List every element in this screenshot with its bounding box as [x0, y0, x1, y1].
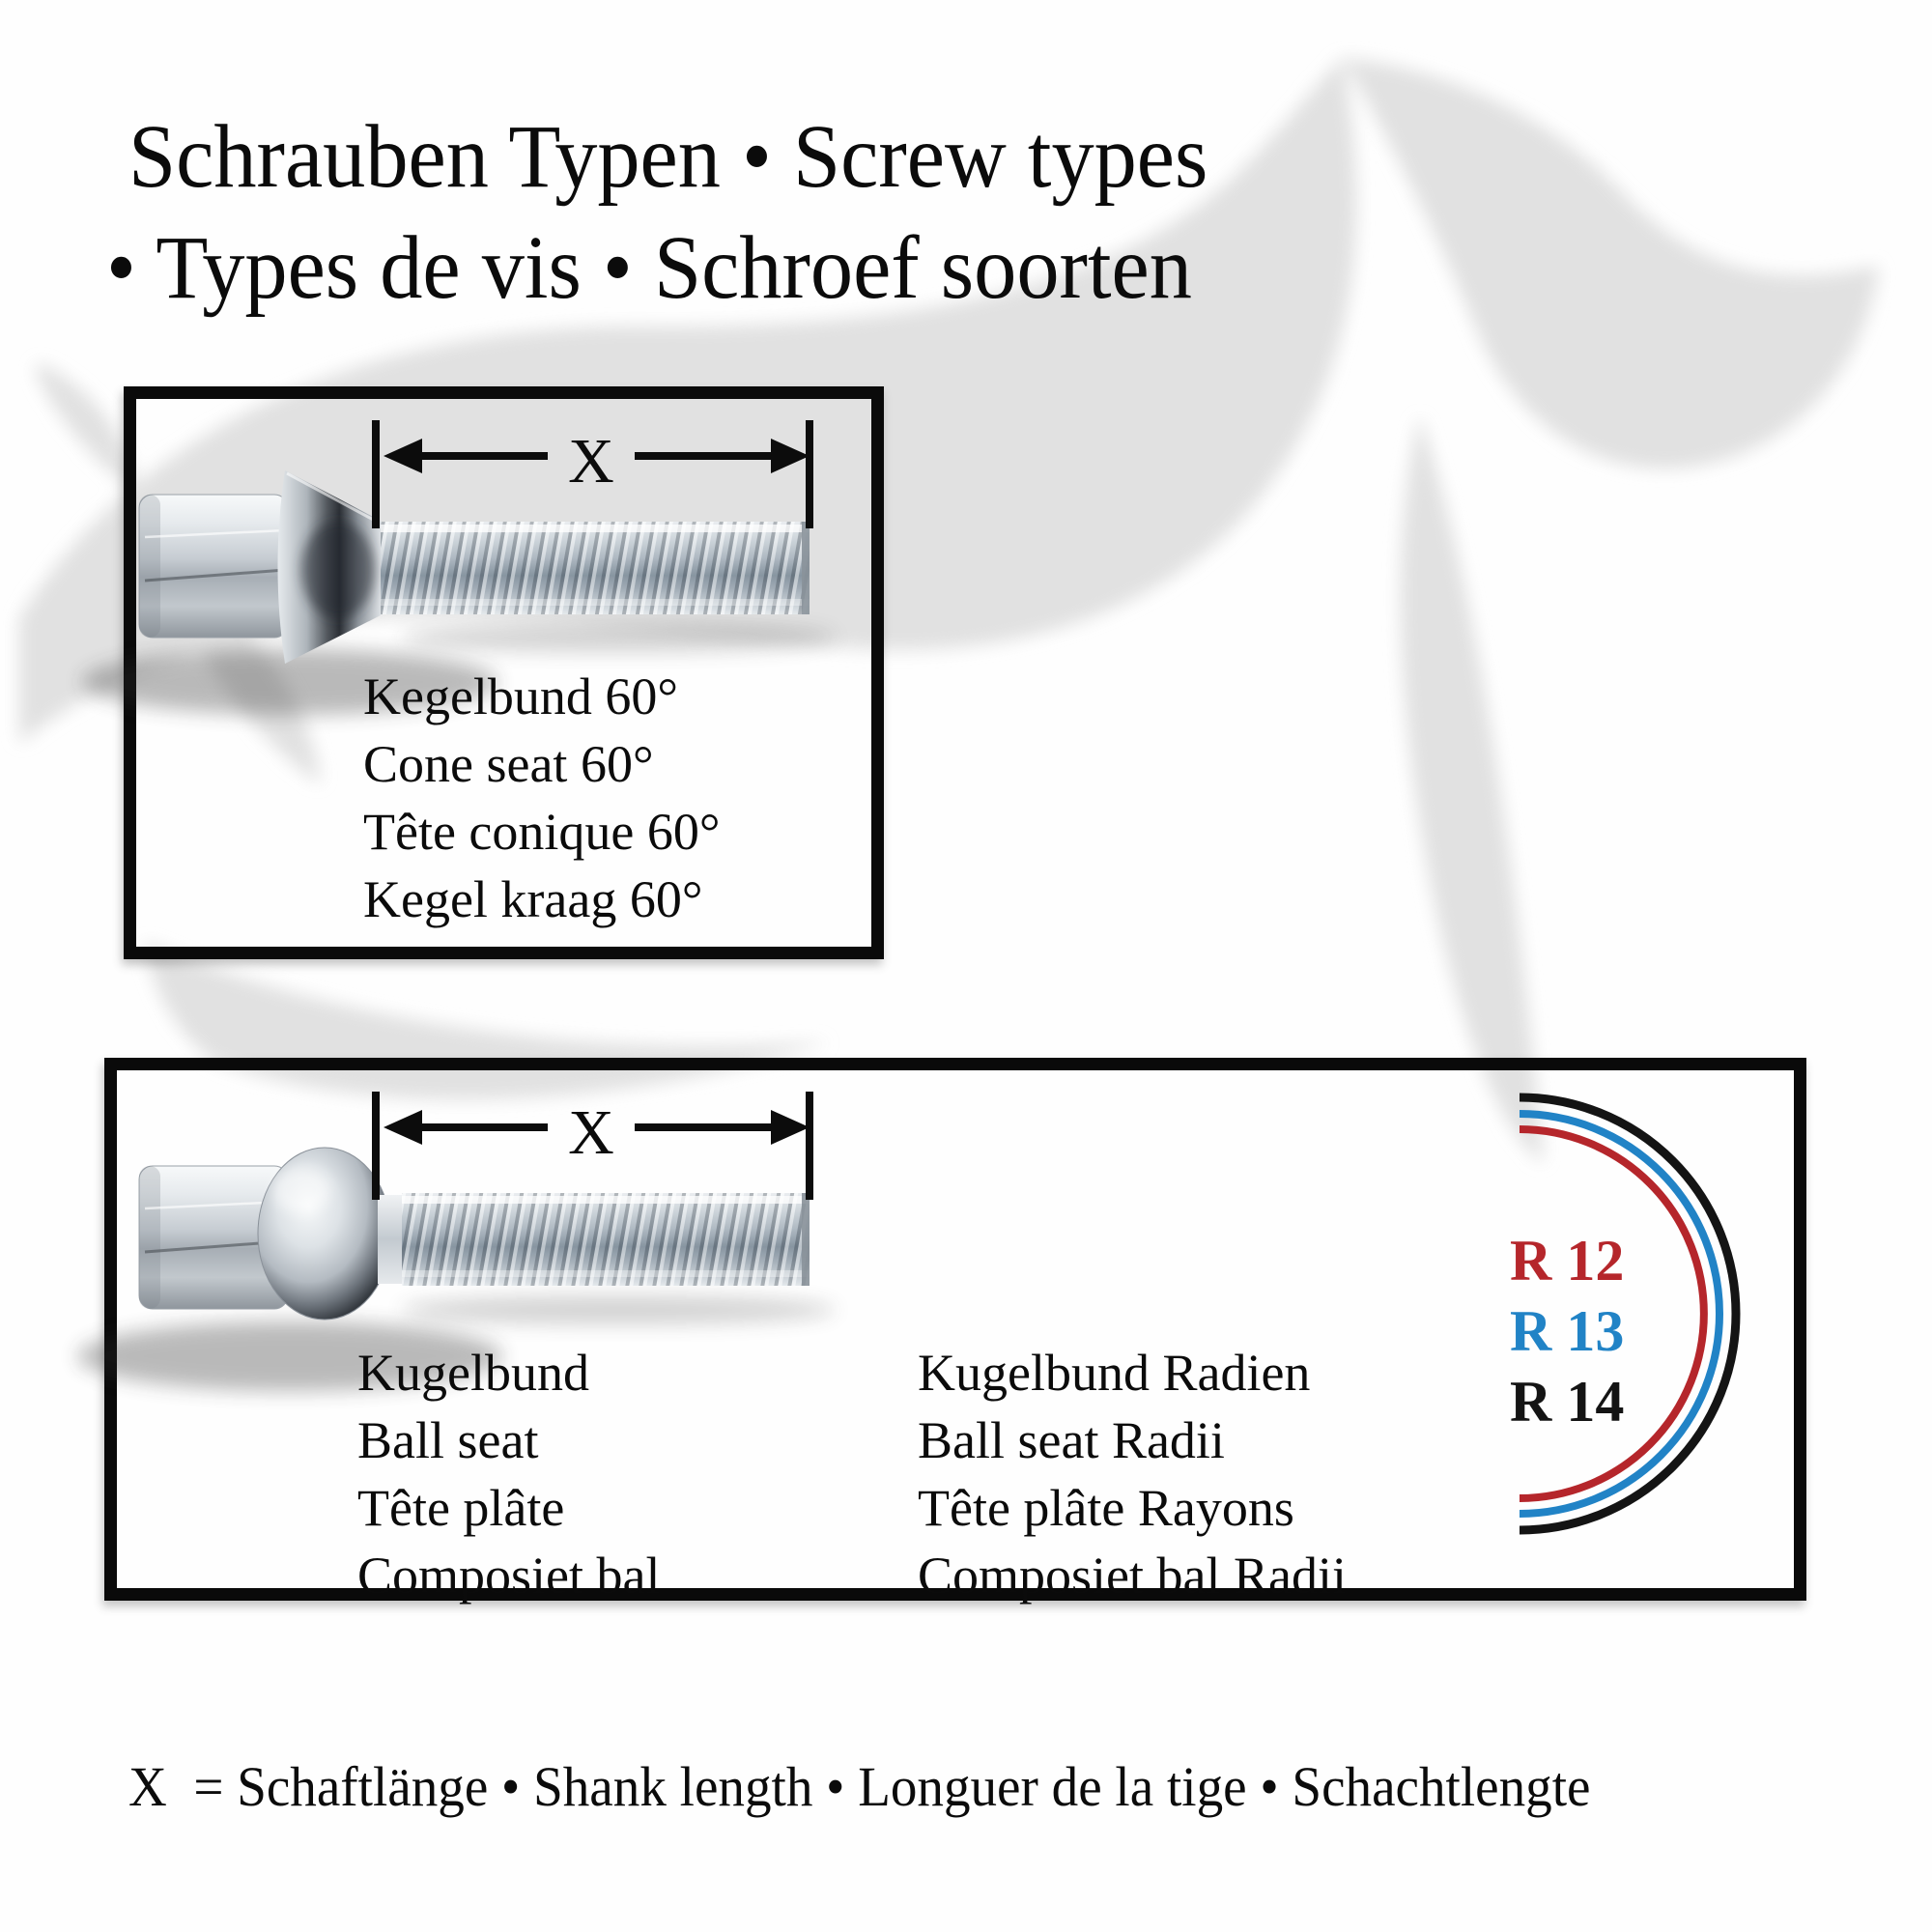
cone-seat-labels [363, 663, 720, 933]
hex-head-side-shade [139, 1166, 160, 1309]
hex-head-side-shade [139, 495, 160, 638]
arrowhead-right [771, 439, 810, 473]
label-ball-radii-nl: Composiet bal Radii [918, 1547, 1347, 1605]
shank-length-dimension-label-box2: X [568, 1097, 614, 1168]
label-ball-radii-fr: Tête plâte Rayons [918, 1479, 1294, 1537]
label-cone-seat-de: Kegelbund 60° [363, 668, 679, 725]
arrow-shaft-right [635, 1123, 774, 1131]
arrowhead-left [384, 439, 422, 473]
cone-shading [301, 522, 375, 618]
shank-shadow [401, 623, 836, 652]
label-ball-seat-nl: Composiet bal [357, 1547, 661, 1605]
dimension-tick-left [372, 1092, 380, 1200]
shank-length-dimension-label-box1: X [568, 426, 614, 497]
arrow-shaft-left [418, 1123, 548, 1131]
label-ball-seat-en: Ball seat [357, 1411, 539, 1469]
label-ball-radii-en: Ball seat Radii [918, 1411, 1225, 1469]
label-ball-seat-de: Kugelbund [357, 1344, 589, 1402]
ball-highlight [272, 1167, 330, 1213]
shank-end-cap [802, 1193, 810, 1286]
ball-seat [258, 1148, 391, 1320]
shank-bottom-sheen [381, 599, 810, 606]
radius-label-r12: R 12 [1510, 1229, 1625, 1293]
shank-bottom-sheen [402, 1270, 810, 1277]
arrow-shaft-left [418, 452, 548, 460]
shank-top-sheen [381, 525, 810, 532]
shank-top-sheen [402, 1196, 810, 1204]
hex-head [139, 495, 288, 638]
label-cone-seat-fr: Tête conique 60° [363, 803, 721, 861]
arrowhead-right [771, 1110, 810, 1145]
arrowhead-left [384, 1110, 422, 1145]
label-cone-seat-nl: Kegel kraag 60° [363, 870, 703, 928]
shank-shadow [401, 1295, 836, 1324]
label-cone-seat-en: Cone seat 60° [363, 735, 654, 793]
arrow-shaft-right [635, 452, 774, 460]
ball-seat-labels [357, 1339, 660, 1609]
ball-seat-radii-labels [918, 1339, 1347, 1609]
shank-length-legend: X = Schaftlänge • Shank length • Longuer de la tige • Schachtlengte [128, 1755, 1591, 1818]
radius-label-r14: R 14 [1510, 1370, 1625, 1434]
page-title-line-2: • Types de vis • Schroef soorten [106, 218, 1192, 318]
dimension-tick-right [806, 1092, 813, 1200]
label-ball-seat-fr: Tête plâte [357, 1479, 565, 1537]
shank-end-cap [802, 522, 810, 614]
page-title-line-1: Schrauben Typen • Screw types [128, 107, 1208, 207]
radius-label-r13: R 13 [1510, 1299, 1625, 1363]
radius-value-labels [1510, 1226, 1624, 1437]
label-ball-radii-de: Kugelbund Radien [918, 1344, 1311, 1402]
dimension-tick-right [806, 420, 813, 528]
dimension-tick-left [372, 420, 380, 528]
